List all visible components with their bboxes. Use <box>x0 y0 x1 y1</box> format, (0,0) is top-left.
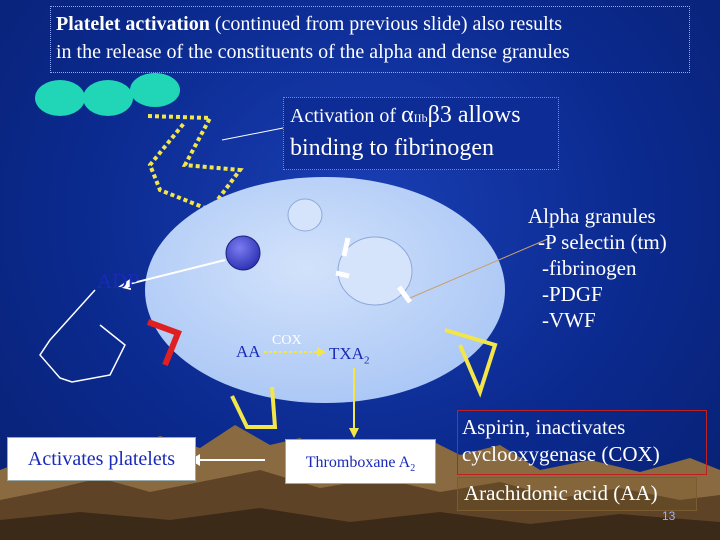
iib-subscript: IIb <box>413 111 428 125</box>
aspirin-line2: cyclooxygenase (COX) <box>462 442 660 466</box>
activation-callout <box>283 97 559 170</box>
platelet-cell <box>145 177 505 403</box>
arachidonic-acid-box: Arachidonic acid (AA) <box>457 477 697 511</box>
alpha-granule-item: -VWF <box>542 308 596 332</box>
alpha-granule-item: -PDGF <box>542 282 603 306</box>
adp-label: ADP <box>97 269 140 293</box>
txa2-label <box>329 344 369 366</box>
dense-granule <box>226 236 260 270</box>
cyan-granule <box>83 80 133 116</box>
slide-title <box>50 6 690 73</box>
adp-receptor <box>148 322 178 365</box>
beta-allows: β3 allows <box>427 102 521 128</box>
cox-label: COX <box>272 333 302 348</box>
cyan-granule <box>35 80 85 116</box>
platelet-outline-loop <box>40 290 125 382</box>
alpha-granule-large <box>338 237 412 305</box>
aa-label: AA <box>236 342 261 361</box>
alpha-granule-item: -P selectin (tm) <box>538 230 667 254</box>
txa-text: TXA <box>329 344 364 363</box>
alpha-granule <box>288 199 322 231</box>
alpha-granule-item: -fibrinogen <box>542 256 637 280</box>
thromboxane-box <box>285 439 436 484</box>
alpha-symbol: α <box>401 102 414 128</box>
pointer-line-activation <box>222 128 283 140</box>
alpha-granules-heading: Alpha granules <box>528 204 656 228</box>
activation-line2: binding to fibrinogen <box>290 135 494 161</box>
txa-arrowhead <box>349 428 359 438</box>
title-line2: in the release of the constituents of the alpha and dense granules <box>56 41 570 63</box>
cyan-granule <box>130 73 180 107</box>
thromboxane-subscript: 2 <box>410 463 416 475</box>
txa-subscript: 2 <box>363 354 370 367</box>
alpha-granules-list <box>528 203 718 333</box>
title-rest-line1: (continued from previous slide) also results <box>209 13 562 35</box>
aspirin-line1: Aspirin, inactivates <box>462 415 626 439</box>
thromboxane-text: Thromboxane A <box>305 454 411 471</box>
activation-prefix: Activation of <box>290 105 402 127</box>
page-number: 13 <box>662 509 676 523</box>
membrane-mark <box>336 273 349 276</box>
activates-platelets-box: Activates platelets <box>7 437 196 481</box>
title-bold: Platelet activation <box>56 13 210 35</box>
aspirin-box <box>457 410 707 475</box>
